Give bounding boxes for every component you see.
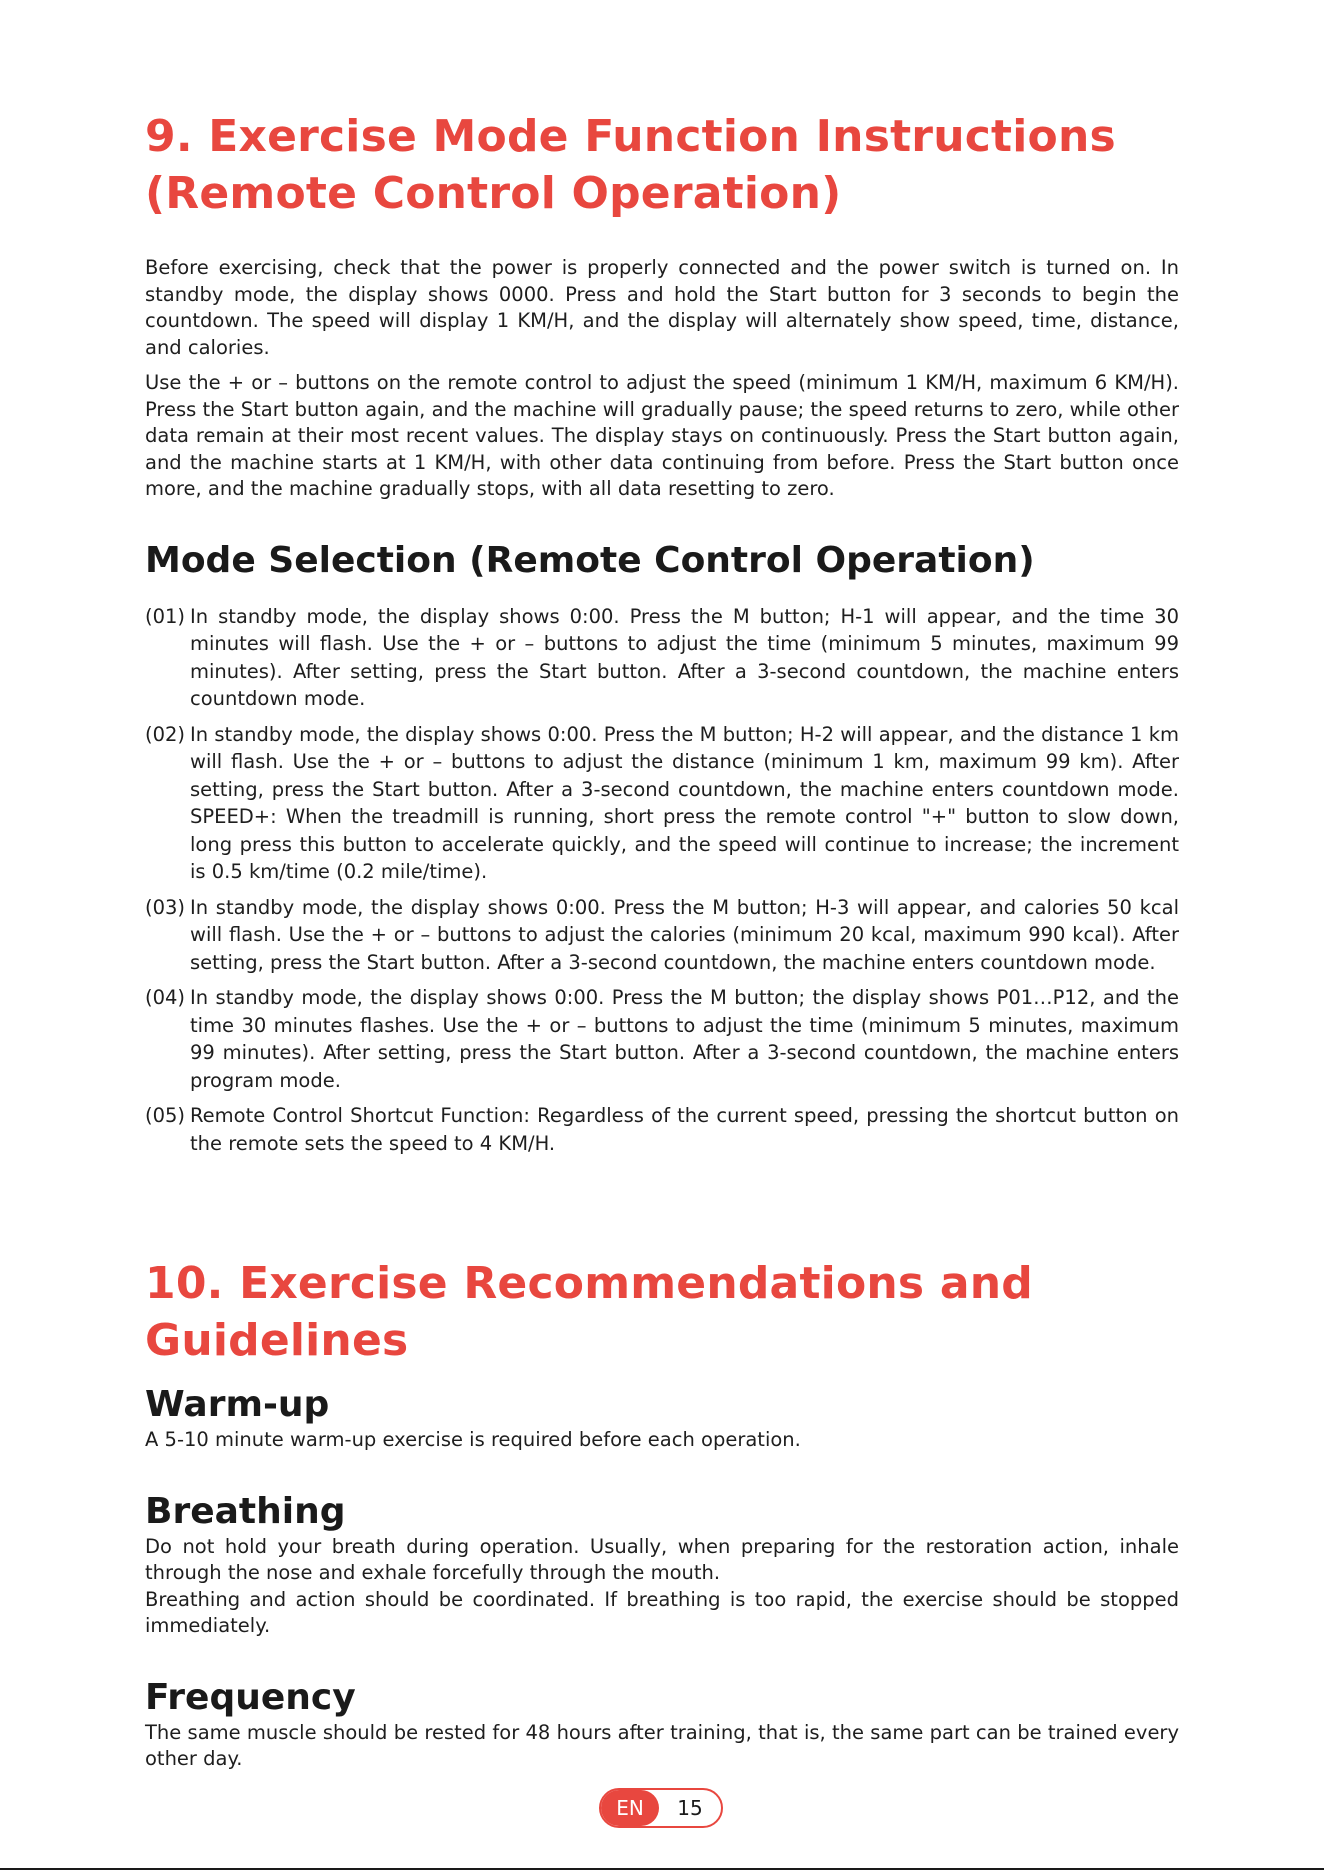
- section-10-title: 10. Exercise Recommendations and Guidelines: [145, 1258, 1033, 1366]
- language-label: EN: [601, 1790, 659, 1826]
- manual-page: [145, 108, 1179, 1773]
- breathing-text-2: Breathing and action should be coordinated. If breathing is too rapid, the exercise should be stopped immediately.: [145, 1587, 1179, 1637]
- page-number: 15: [677, 1796, 703, 1820]
- section-9-title: [145, 108, 1179, 222]
- mode-item-number: (01): [145, 604, 186, 628]
- mode-item-text: In standby mode, the display shows 0:00. Press the M button; H-2 will appear, and the distance 1 km will flash. Use the + or – buttons to adjust the distance (minimum 1 km, maximum 99 km). After setting, press the Start button. After a 3-second countdown, the machine enters countdown mode. SPEED+: When the treadmill is running, short press the remote control "+" button to slow down, long press this button to accelerate quickly, and the speed will continue to increase; the increment is 0.5 km/time (0.2 mile/time).: [190, 722, 1179, 883]
- mode-item-number: (03): [145, 895, 186, 919]
- mode-item-text: Remote Control Shortcut Function: Regardless of the current speed, pressing the shortcut button on the remote sets the speed to 4 KM/H.: [190, 1104, 1179, 1155]
- mode-item: [145, 603, 1179, 713]
- mode-item: [145, 721, 1179, 886]
- section-9-paragraph-1: Before exercising, check that the power is properly connected and the power switch is turned on. In standby mode, the display shows 0000. Press and hold the Start button for 3 seconds to begin the countdown. The speed will display 1 KM/H, and the display will alternately show speed, time, distance, and calories.: [145, 256, 1179, 359]
- section-9-title-line1: 9. Exercise Mode Function Instructions: [145, 111, 1116, 162]
- frequency-title: Frequency: [145, 1676, 356, 1718]
- page-number-badge: [599, 1788, 723, 1828]
- mode-item-text: In standby mode, the display shows 0:00. Press the M button; H-1 will appear, and the time 30 minutes will flash. Use the + or – buttons to adjust the time (minimum 5 minutes, maximum 99 minutes). After setting, press the Start button. After a 3-second countdown, the machine enters countdown mode.: [190, 604, 1179, 710]
- breathing-text-1: Do not hold your breath during operation. Usually, when preparing for the restoration action, inhale through the nose and exhale forcefully through the mouth.: [145, 1534, 1179, 1584]
- breathing-title: Breathing: [145, 1490, 346, 1532]
- section-9-paragraph-2: Use the + or – buttons on the remote control to adjust the speed (minimum 1 KM/H, maximum 6 KM/H). Press the Start button again, and the machine will gradually pause; the speed returns to zero, while other data remain at their most recent values. The display stays on continuously. Press the Start button again, and the machine starts at 1 KM/H, with other data continuing from before. Press the Start button once more, and the machine gradually stops, with all data resetting to zero.: [145, 371, 1179, 500]
- warmup-text: A 5-10 minute warm-up exercise is required before each operation.: [145, 1428, 801, 1451]
- mode-selection-title: Mode Selection (Remote Control Operation): [145, 539, 1035, 581]
- mode-item: [145, 984, 1179, 1094]
- frequency-text: The same muscle should be rested for 48 hours after training, that is, the same part can be trained every other day.: [145, 1720, 1179, 1770]
- mode-item-number: (05): [145, 1104, 186, 1127]
- bottom-divider: [0, 1868, 1324, 1870]
- mode-item: [145, 894, 1179, 977]
- mode-item-text: In standby mode, the display shows 0:00. Press the M button; H-3 will appear, and calories 50 kcal will flash. Use the + or – buttons to adjust the calories (minimum 20 kcal, maximum 990 kcal). After setting, press the Start button. After a 3-second countdown, the machine enters countdown mode.: [190, 895, 1179, 974]
- mode-item-number: (02): [145, 722, 186, 746]
- warmup-title: Warm-up: [145, 1384, 330, 1425]
- section-9-title-line2: (Remote Control Operation): [145, 168, 842, 219]
- mode-item-text: In standby mode, the display shows 0:00. Press the M button; the display shows P01…P12, and the time 30 minutes flashes. Use the + or – buttons to adjust the time (minimum 5 minutes, maximum 99 minutes). After setting, press the Start button. After a 3-second countdown, the machine enters program mode.: [190, 986, 1179, 1092]
- mode-item: [145, 1102, 1179, 1157]
- mode-list: [145, 603, 1179, 1158]
- mode-item-number: (04): [145, 986, 186, 1009]
